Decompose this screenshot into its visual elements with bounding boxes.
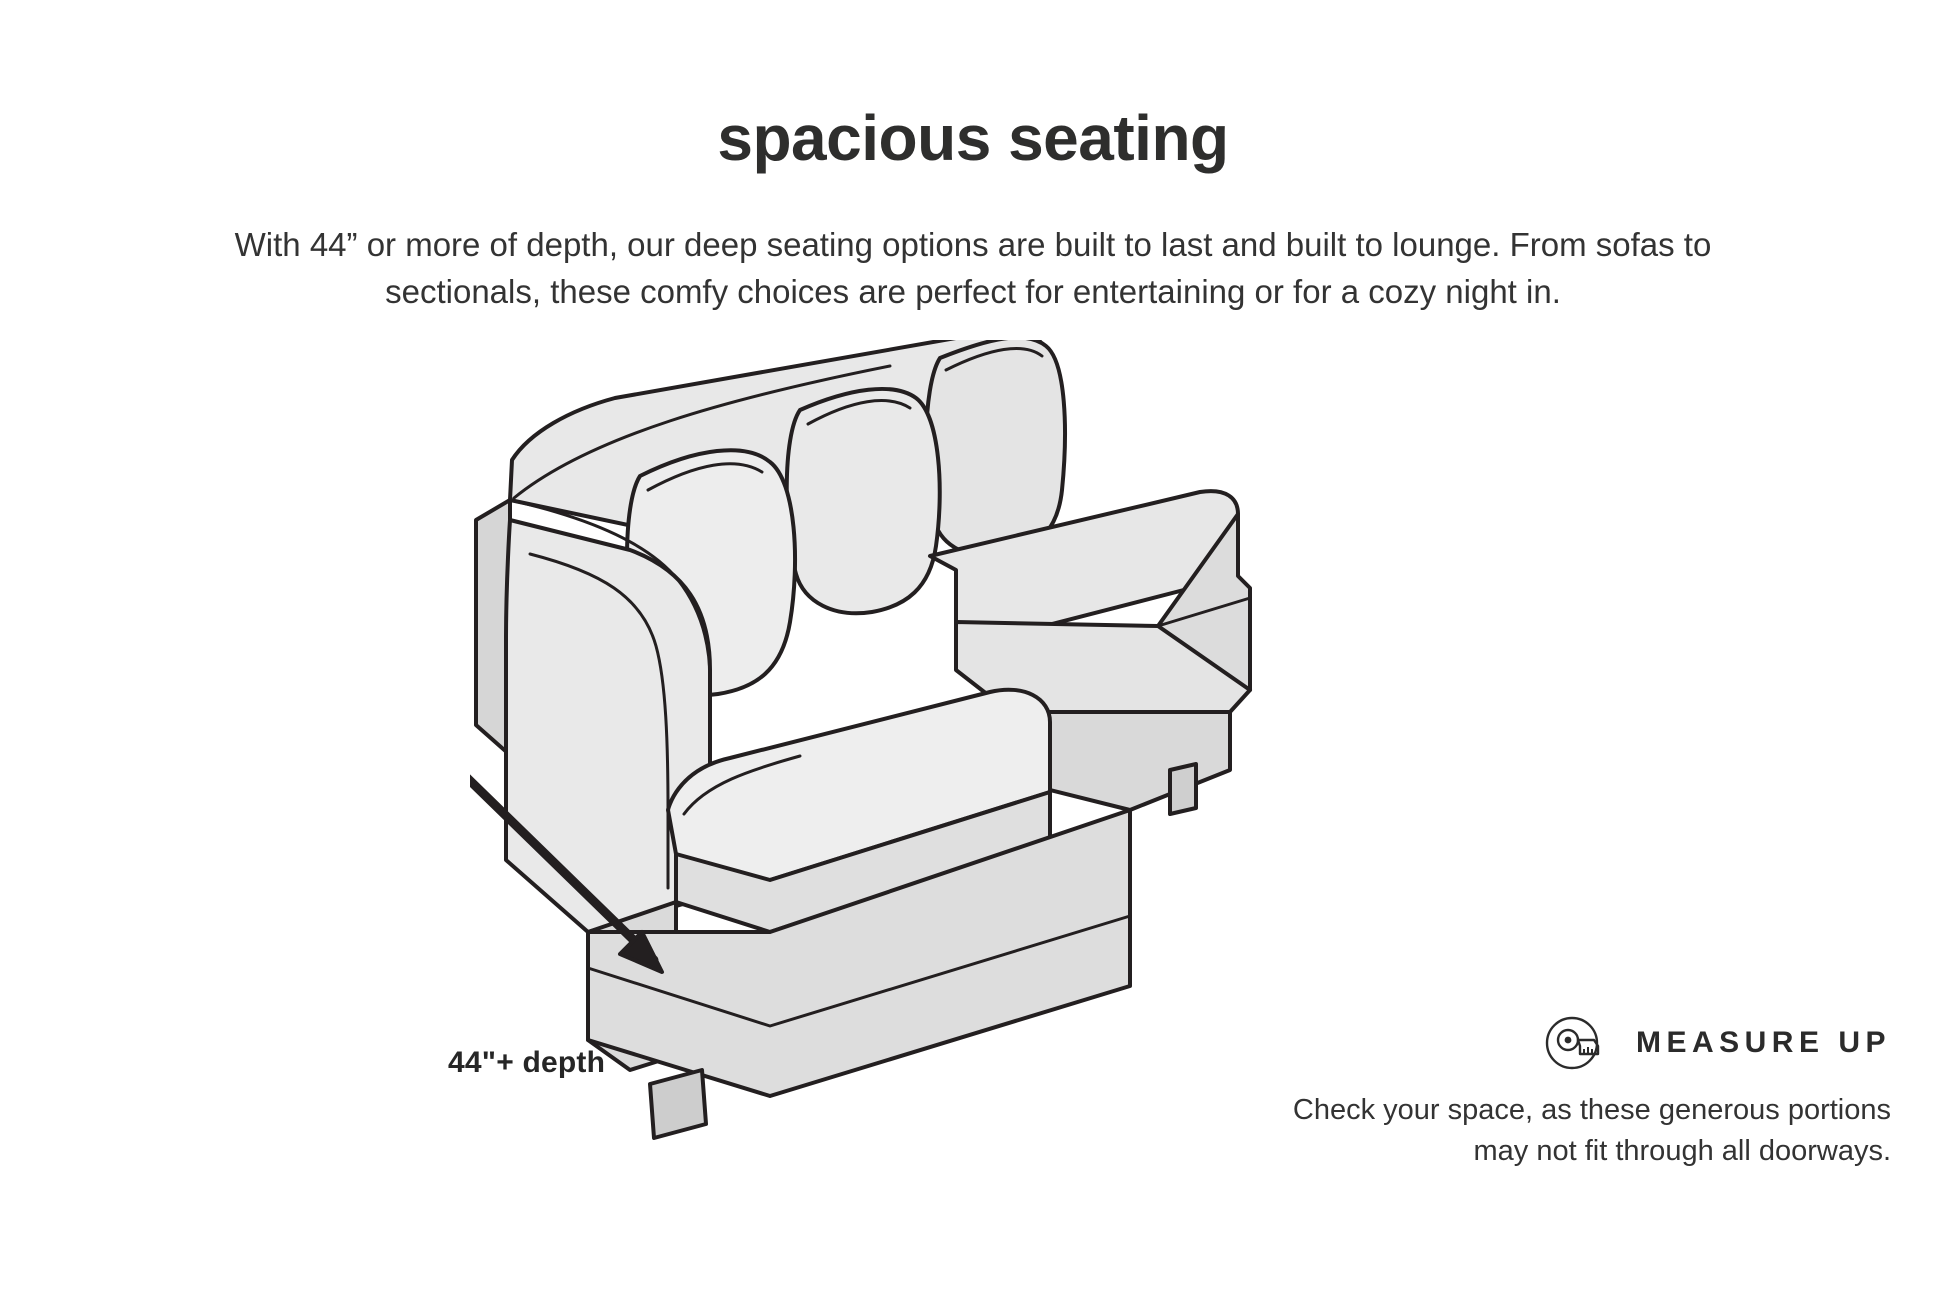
measure-up-callout bbox=[1251, 1010, 1891, 1172]
measure-up-title: MEASURE UP bbox=[1635, 1026, 1891, 1059]
measure-up-body: Check your space, as these generous portions may not fit through all doorways. bbox=[1292, 1094, 1891, 1168]
page-description: With 44” or more of depth, our deep seating options are built to last and built to lounge. From sofas to sectionals, these comfy choices are perfect for entertaining or for a cozy night in. bbox=[234, 226, 1712, 310]
depth-dimension-label: 44"+ depth bbox=[448, 1046, 606, 1079]
page-title: spacious seating bbox=[717, 102, 1229, 174]
measure-up-header bbox=[1251, 1010, 1891, 1076]
tape-measure-icon bbox=[1542, 1010, 1608, 1076]
